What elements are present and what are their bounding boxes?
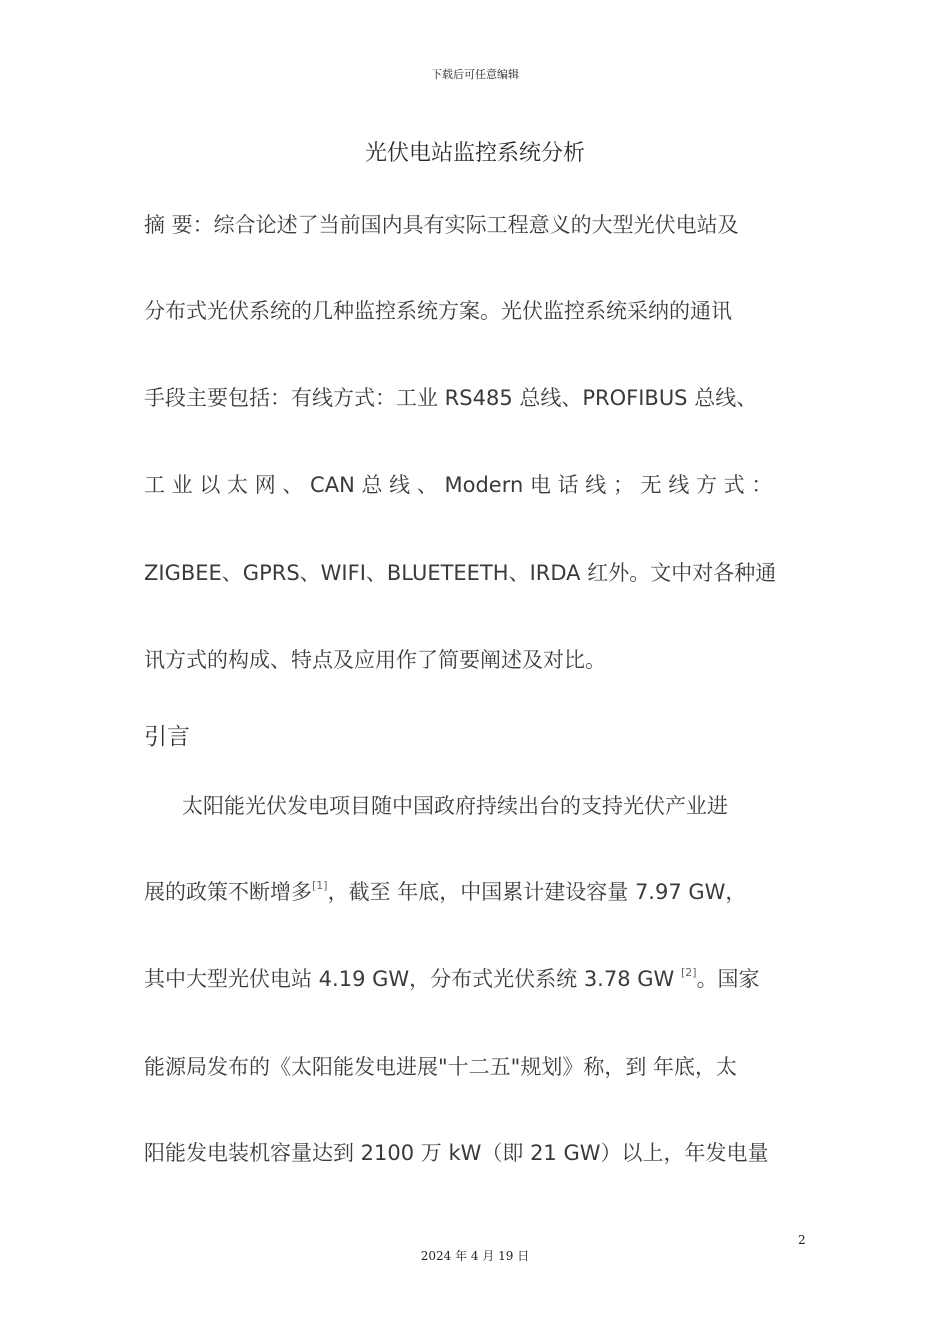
abstract-line-6: 讯方式的构成、特点及应用作了简要阐述及对比。 [144,648,606,672]
page-number: 2 [798,1233,806,1247]
intro-line-2-text-a: 展的政策不断增多 [144,880,312,904]
intro-line-2-text-b: ，截至 年底，中国累计建设容量 7.97 GW， [327,880,747,904]
abstract-line-2: 分布式光伏系统的几种监控系统方案。光伏监控系统采纳的通讯 [144,299,732,323]
abstract-line-3: 手段主要包括：有线方式：工业 RS485 总线、PROFIBUS 总线、 [144,386,758,410]
abstract-line-5: ZIGBEE、GPRS、WIFI、BLUETEETH、IRDA 红外。文中对各种通 [144,561,777,585]
citation-ref-2[interactable]: [2] [680,966,697,979]
document-title: 光伏电站监控系统分析 [364,141,585,166]
intro-line-3-text-a: 其中大型光伏电站 4.19 GW，分布式光伏系统 3.78 GW [144,967,681,991]
abstract-line-1: 摘 要：综合论述了当前国内具有实际工程意义的大型光伏电站及 [144,213,739,237]
section-heading-intro: 引言 [144,724,190,750]
citation-ref-1[interactable]: [1] [312,879,328,892]
abstract-line-4: 工 业 以 太 网 、 CAN 总 线 、 Modern 电 话 线 ； 无 线 方 式 ： [144,473,773,497]
intro-line-3-text-b: 。国家 [696,967,760,991]
intro-line-3 [144,965,806,993]
intro-line-1: 太阳能光伏发电项目随中国政府持续出台的支持光伏产业进 [182,794,728,818]
intro-line-5: 阳能发电装机容量达到 2100 万 kW（即 21 GW）以上，年发电量 [144,1141,769,1165]
intro-line-4: 能源局发布的《太阳能发电进展"十二五"规划》称，到 年底，太 [144,1055,737,1079]
footer-date: 2024 年 4 月 19 日 [420,1249,530,1263]
intro-line-2 [144,878,806,906]
header-note: 下载后可任意编辑 [431,68,519,81]
